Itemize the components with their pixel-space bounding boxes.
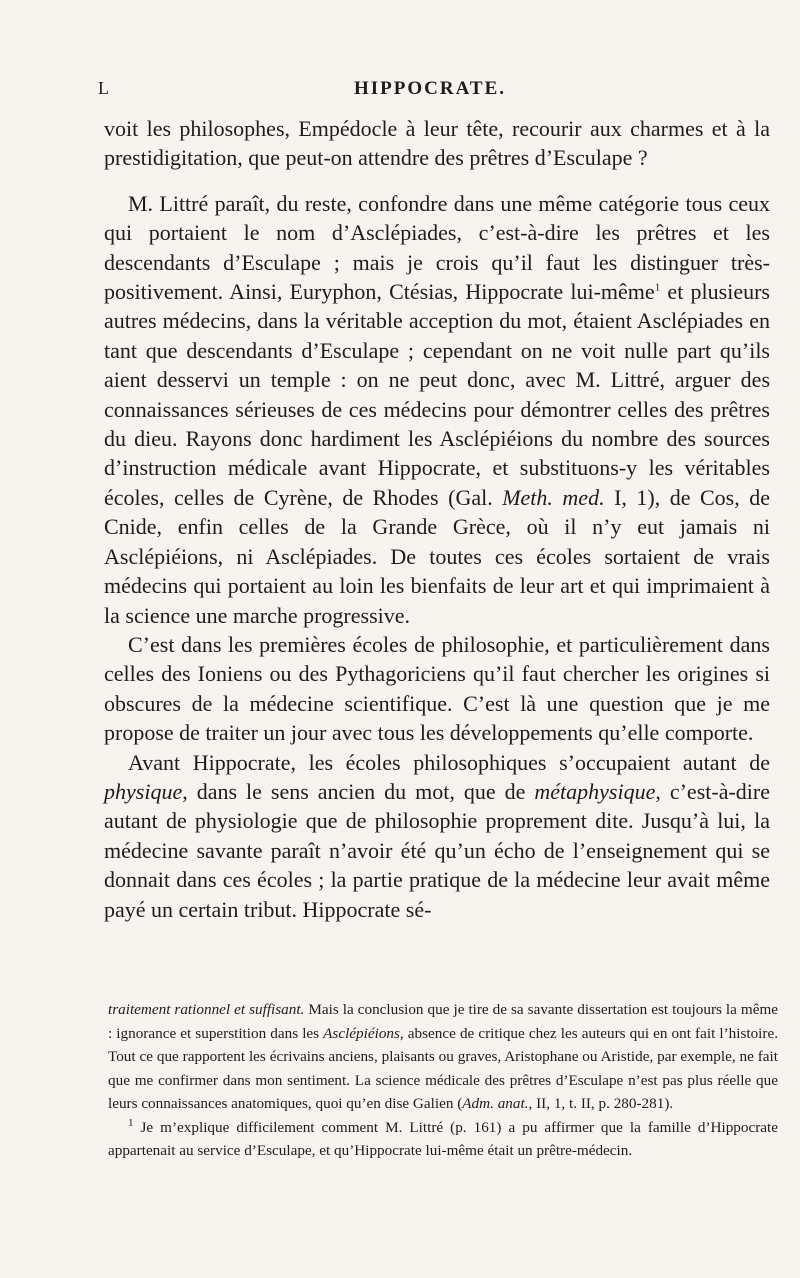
footnote-continued — [108, 998, 778, 1116]
paragraph-text: , c’est-à-dire autant de physiologie que de philosophie proprement dite. Jusqu’à lui, la médecine savante paraît n’avoir été qu’un écho de l’enseignement qui se donnait dans ces écoles ; la partie pratique de la médecine leur avait même payé un certain tribut. Hippocrate sé- — [104, 778, 770, 922]
footnote-text: , absence de critique chez les auteurs qui en ont fait l’histoire. Tout ce que rapportent les écrivains anciens, plaisants ou graves, Aristophane ou Aristide, par exemple, ne fait que me confirmer dans mon sentiment. La science médicale des prêtres d’Esculape n’est pas plus réelle que leurs connaissances anatomiques, quoi qu’en dise Galien ( — [108, 1024, 779, 1112]
page-number: L — [98, 78, 110, 98]
citation-title: Meth. med. — [502, 484, 605, 510]
main-text — [104, 114, 770, 924]
emphasis-term: traitement rationnel et suffisant. — [108, 1001, 305, 1018]
paragraph-schools: C’est dans les premières écoles de philosophie, et particulièrement dans celles des Ioniens ou des Pythagoriciens qu’il faut chercher les origines si obscures de la médecine scientifique. C’est là une question que je me propose de traiter un jour avec tous les développements qu’elle comporte. — [104, 631, 770, 746]
footnote-text: Mais la conclusion que je tire de sa savante dissertation est toujours la même : ignorance et superstition dans les — [108, 1001, 778, 1042]
footnote-ref[interactable]: 1 — [654, 281, 661, 294]
citation-title: Adm. anat. — [462, 1095, 529, 1112]
paragraph-continued: voit les philosophes, Empédocle à leur tête, recourir aux charmes et à la prestidigitation, que peut-on attendre des prêtres d’Esculape ? — [104, 116, 770, 171]
paragraph-text: I, 1), de Cos, de Cnide, enfin celles de la Grande Grèce, où il n’y eut jamais ni Asclépiéions, ni Asclépiades. De toutes ces écoles sortaient de vrais médecins qui portaient au loin les bienfaits de leur art et qui imprimaient à la science une marche progressive. — [104, 484, 771, 628]
footnotes — [108, 998, 778, 1163]
paragraph-text: M. Littré paraît, du reste, confondre dans une même catégorie tous ceux qui portaient le nom d’Asclépiades, c’est-à-dire les prêtres et les descendants d’Esculape ; mais je crois qu’il faut les distinguer très-positivement. Ainsi, Euryphon, Ctésias, Hippocrate lui-même — [104, 190, 770, 305]
footnote-1 — [108, 1116, 778, 1163]
paragraph-littre — [104, 189, 770, 630]
emphasis-term: métaphysique — [534, 778, 656, 804]
footnote-marker: 1 — [128, 1116, 134, 1129]
footnote-text: , II, 1, t. II, p. 280-281). — [528, 1095, 674, 1112]
footnote-text: Je m’explique difficilement comment M. Littré (p. 161) a pu affirmer que la famille d’Hippocrate appartenait au service d’Esculape, et qu’Hippocrate lui-même était un prêtre-médecin. — [108, 1118, 778, 1159]
paragraph-text: et plusieurs autres médecins, dans la véritable acception du mot, étaient Asclépiades en tant que descendants d’Esculape ; cependant on ne voit nulle part qu’ils aient desservi un temple : on ne peut donc, avec M. Littré, arguer des connaissances sérieuses de ces médecins pour démontrer celles des prêtres du dieu. Rayons donc hardiment les Asclépiéions du nombre des sources d’instruction médicale avant Hippocrate, et substituons-y les véritables écoles, celles de Cyrène, de Rhodes (Gal. — [104, 279, 770, 510]
running-title: HIPPOCRATE. — [353, 78, 506, 99]
emphasis-term: physique — [104, 778, 183, 804]
paragraph-text: , dans le sens ancien du mot, que de — [182, 778, 535, 804]
paragraph-text: Avant Hippocrate, les écoles philosophiques s’occupaient autant de — [128, 749, 770, 775]
page-header — [98, 78, 762, 104]
emphasis-term: Asclépiéions — [323, 1024, 400, 1042]
paragraph-hippocrate — [104, 748, 770, 924]
